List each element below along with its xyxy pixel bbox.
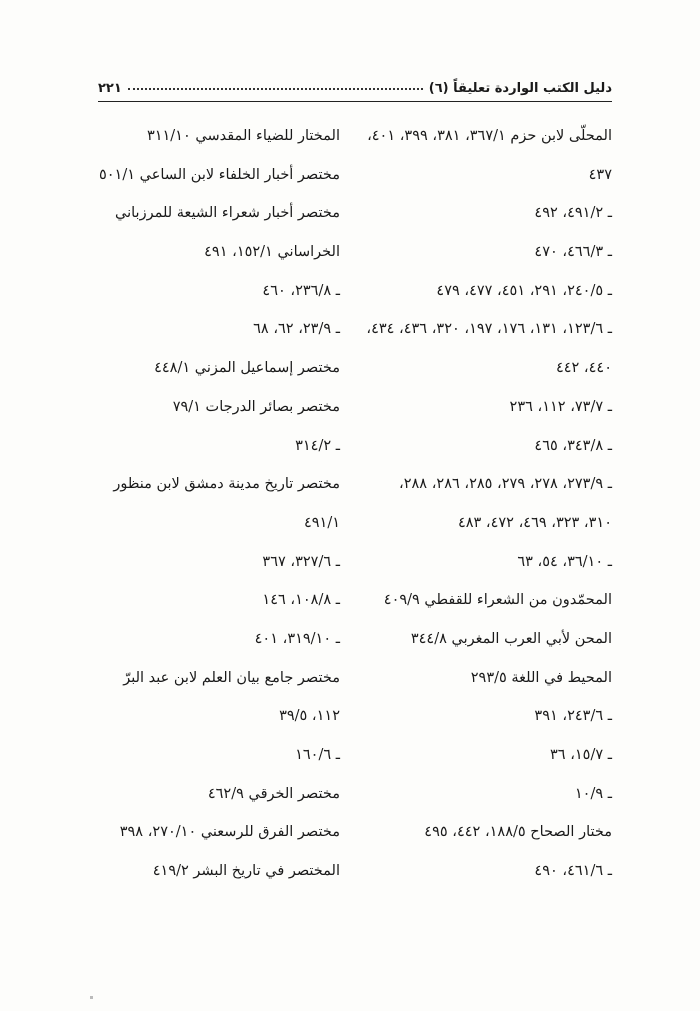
index-line: ـ ٣٢٧/٦، ٣٦٧ [262, 553, 340, 570]
index-column-left [90, 117, 340, 891]
header-leader-dots [128, 88, 423, 90]
index-line: ٤٣٧ [588, 166, 612, 183]
index-line: المحمّدون من الشعراء للقفطي ٤٠٩/٩ [383, 592, 612, 609]
index-line: ٤٩١/١ [303, 514, 340, 531]
index-line: ـ ٢٣٦/٨، ٤٦٠ [262, 282, 340, 299]
index-line: ـ ٢٤٣/٦، ٣٩١ [534, 708, 612, 725]
index-line: ـ ١٠٨/٨، ١٤٦ [262, 592, 340, 609]
index-line: ـ ١٠/٩ [574, 785, 612, 802]
index-line: ـ ٣١٤/٢ [295, 437, 340, 454]
index-line: ـ ٣٦/١٠، ٥٤، ٦٣ [517, 553, 612, 570]
index-line: ـ ١٥/٧، ٣٦ [550, 747, 612, 763]
index-line: المحيط في اللغة ٢٩٣/٥ [470, 669, 612, 686]
index-line: مختصر أخبار الخلفاء لابن الساعي ٥٠١/١ [98, 166, 340, 183]
index-line: المختصر في تاريخ البشر ٤١٩/٢ [152, 863, 340, 880]
index-line: الخراساني ١٥٢/١، ٤٩١ [204, 244, 340, 261]
index-line: المحلّى لابن حزم ٣٦٧/١، ٣٨١، ٣٩٩، ٤٠١، [367, 128, 612, 144]
index-line: مختصر الخرقي ٤٦٢/٩ [207, 785, 340, 802]
index-line: ـ ٣١٩/١٠، ٤٠١ [254, 630, 340, 647]
index-line: ـ ٣٤٣/٨، ٤٦٥ [534, 437, 612, 454]
index-line: مختار الصحاح ١٨٨/٥، ٤٤٢، ٤٩٥ [424, 824, 612, 841]
page-number: ٢٢١ [98, 81, 122, 96]
index-line: مختصر إسماعيل المزني ٤٤٨/١ [154, 360, 340, 377]
index-line: ـ ١٢٣/٦، ١٣١، ١٧٦، ١٩٧، ٣٢٠، ٤٣٦، ٤٣٤، [366, 321, 612, 338]
header-title: دليل الكتب الواردة تعليقاً (٦) [428, 81, 612, 96]
index-line: ١١٢، ٣٩/٥ [279, 708, 340, 725]
scan-speck [90, 996, 93, 999]
running-header [98, 70, 612, 96]
header-rule [98, 101, 612, 102]
index-line: المحن لأبي العرب المغربي ٣٤٤/٨ [410, 630, 612, 647]
index-line: ـ ٤٩١/٢، ٤٩٢ [534, 205, 612, 222]
index-line: مختصر جامع بيان العلم لابن عبد البرّ [123, 669, 340, 686]
index-line: ـ ٢٤٠/٥، ٢٩١، ٤٥١، ٤٧٧، ٤٧٩ [436, 282, 612, 299]
index-line: ـ ٤٦١/٦، ٤٩٠ [534, 863, 612, 880]
index-line: ـ ٢٣/٩، ٦٢، ٦٨ [253, 321, 340, 338]
index-line: مختصر بصائر الدرجات ٧٩/١ [172, 398, 340, 415]
index-line: مختصر أخبار شعراء الشيعة للمرزباني [115, 205, 340, 222]
index-line: ـ ٧٣/٧، ١١٢، ٢٣٦ [509, 398, 612, 415]
index-line: ـ ١٦٠/٦ [295, 747, 340, 763]
index-line: المختار للضياء المقدسي ٣١١/١٠ [146, 128, 340, 144]
index-line: ـ ٤٦٦/٣، ٤٧٠ [534, 244, 612, 261]
index-column-right [362, 117, 612, 891]
index-line: ـ ٢٧٣/٩، ٢٧٨، ٢٧٩، ٢٨٥، ٢٨٦، ٢٨٨، [399, 476, 612, 493]
index-line: ٤٤٠، ٤٤٢ [555, 360, 612, 377]
index-line: ٣١٠، ٣٢٣، ٤٦٩، ٤٧٢، ٤٨٣ [457, 514, 612, 531]
index-line: مختصر الفرق للرسعني ٢٧٠/١٠، ٣٩٨ [119, 824, 340, 841]
index-line: مختصر تاريخ مدينة دمشق لابن منظور [113, 476, 340, 493]
